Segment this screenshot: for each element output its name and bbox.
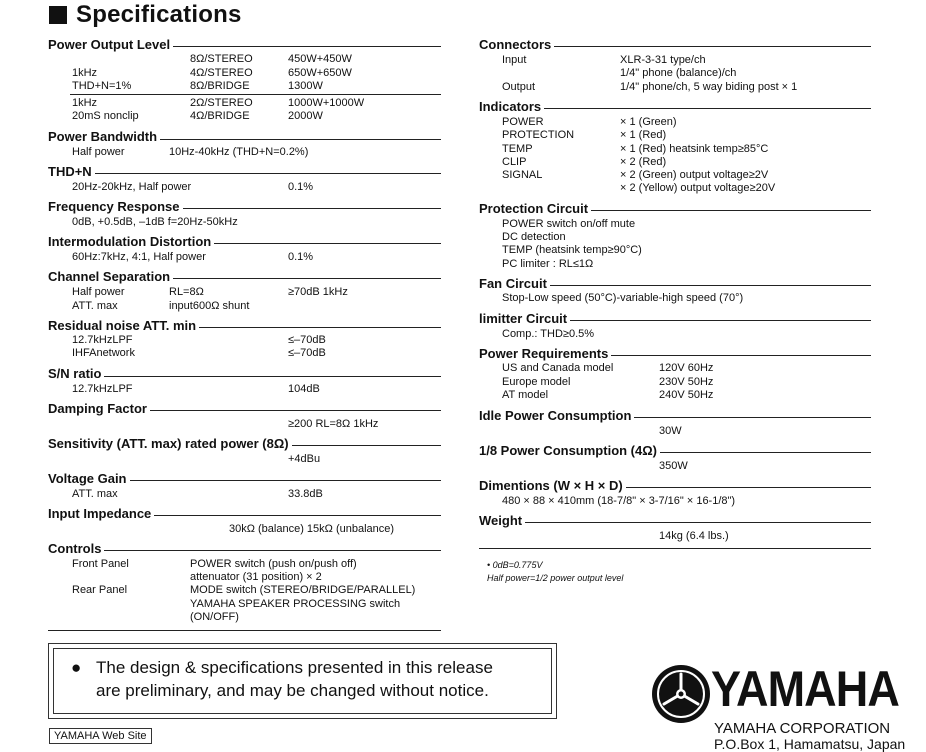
heading-power-requirements: Power Requirements <box>479 346 611 361</box>
heading-damping-factor: Damping Factor <box>48 401 150 416</box>
corporation-address: P.O.Box 1, Hamamatsu, Japan <box>714 736 906 752</box>
yamaha-logo-text: YAMAHA <box>711 661 899 717</box>
heading-controls: Controls <box>48 541 104 556</box>
title-square-icon <box>49 6 67 24</box>
heading-limiter-circuit: limitter Circuit <box>479 311 570 326</box>
heading-sn-ratio: S/N ratio <box>48 366 104 381</box>
heading-fan-circuit: Fan Circuit <box>479 276 550 291</box>
corporation-name: YAMAHA CORPORATION <box>714 720 891 737</box>
heading-weight: Weight <box>479 513 525 528</box>
heading-indicators: Indicators <box>479 99 544 114</box>
notice-line-2: are preliminary, and may be changed without notice. <box>96 681 489 700</box>
heading-connectors: Connectors <box>479 37 554 52</box>
heading-voltage-gain: Voltage Gain <box>48 471 130 486</box>
heading-channel-separation: Channel Separation <box>48 269 173 284</box>
heading-input-impedance: Input Impedance <box>48 506 154 521</box>
notice-box <box>48 643 557 719</box>
web-site-label[interactable]: YAMAHA Web Site <box>49 728 152 744</box>
footnote-half-power: Half power=1/2 power output level <box>487 573 624 583</box>
notice-bullet: ● <box>71 658 82 677</box>
heading-dimensions: Dimentions (W × H × D) <box>479 478 626 493</box>
heading-power-bandwidth: Power Bandwidth <box>48 129 160 144</box>
heading-intermodulation: Intermodulation Distortion <box>48 234 214 249</box>
heading-power-output: Power Output Level <box>48 37 173 52</box>
page-title: Specifications <box>76 1 242 28</box>
footnote-0db: • 0dB=0.775V <box>487 560 543 570</box>
heading-sensitivity: Sensitivity (ATT. max) rated power (8Ω) <box>48 436 292 451</box>
yamaha-emblem-icon <box>651 664 711 724</box>
heading-eighth-power: 1/8 Power Consumption (4Ω) <box>479 443 660 458</box>
heading-idle-power: Idle Power Consumption <box>479 408 634 423</box>
heading-protection-circuit: Protection Circuit <box>479 201 591 216</box>
notice-line-1: The design & specifications presented in this release <box>96 658 493 677</box>
heading-residual-noise: Residual noise ATT. min <box>48 318 199 333</box>
heading-thdn: THD+N <box>48 164 95 179</box>
heading-frequency-response: Frequency Response <box>48 199 183 214</box>
